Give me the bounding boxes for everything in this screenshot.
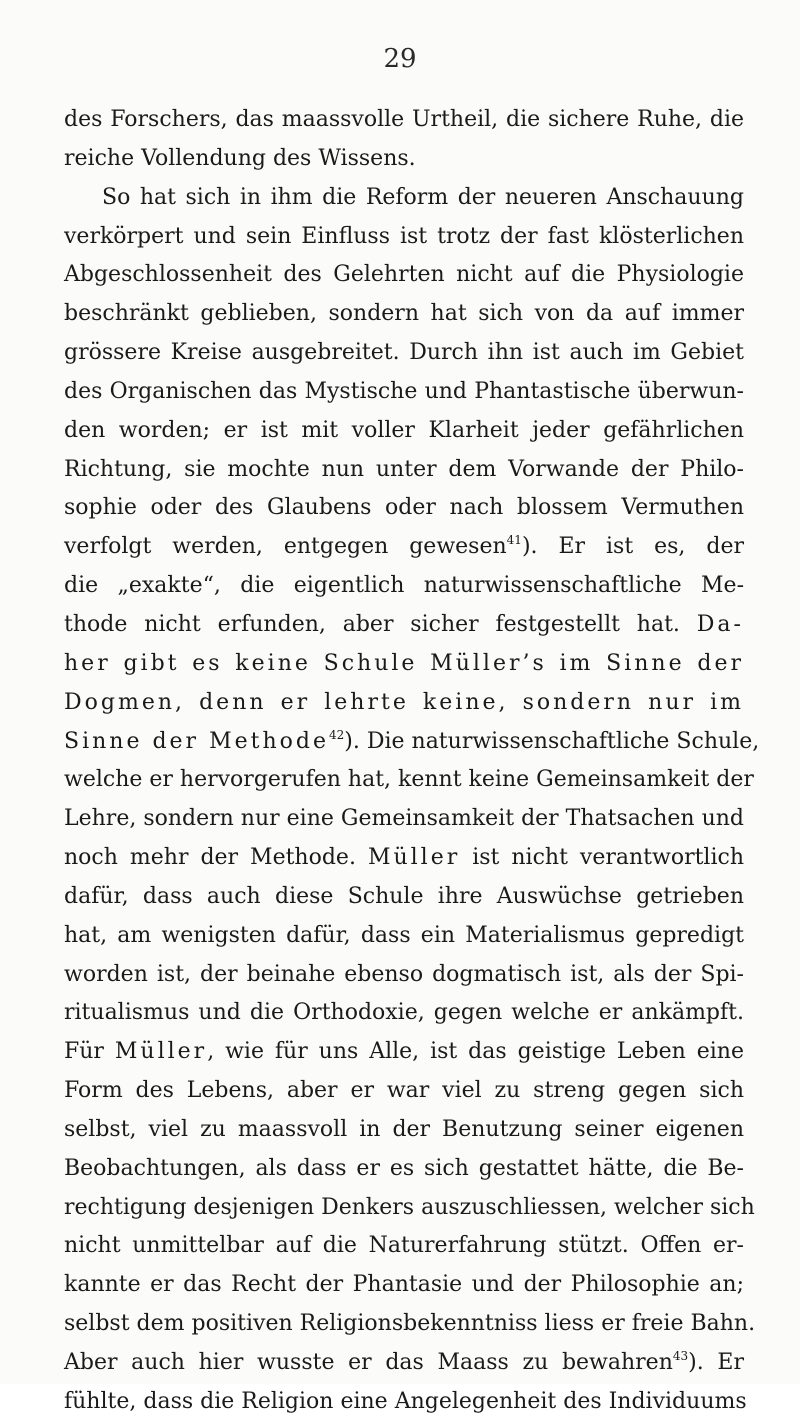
text-line: Form des Lebens, aber er war viel zu streng gegen sich — [64, 1078, 744, 1104]
text-line: den worden; er ist mit voller Klarheit jeder gefährlichen — [64, 417, 744, 443]
body-text — [64, 101, 760, 1422]
page-number: 29 — [383, 44, 417, 74]
text-line: hat, am wenigsten dafür, dass ein Materialismus gepredigt — [64, 922, 744, 948]
text-line: des Forschers, das maassvolle Urtheil, die sichere Ruhe, die — [64, 107, 744, 132]
text-line: Richtung, sie mochte nun unter dem Vorwande der Philo- — [64, 456, 744, 482]
text-line: worden ist, der beinahe ebenso dogmatisch ist, als der Spi- — [64, 961, 744, 987]
text-segment: ). Die naturwissenschaftliche Schule, — [344, 728, 760, 754]
text-line: reiche Vollendung des Wissens. — [64, 145, 416, 171]
text-line: fühlte, dass die Religion eine Angelegenheit des Individuums — [64, 1388, 747, 1414]
emphasized-text: Sinne der Methode — [64, 728, 329, 754]
emphasized-name: Müller — [367, 845, 461, 871]
text-line: die „exakte“, die eigentlich naturwissenschaftliche Me- — [64, 573, 744, 599]
text-line: dafür, dass auch diese Schule ihre Auswüchse getrieben — [64, 883, 744, 909]
text-segment: noch mehr der Methode. — [64, 845, 356, 871]
text-line: So hat sich in ihm die Reform der neueren Anschauung — [102, 184, 744, 210]
text-segment: Aber auch hier wusste er das Maass zu bewahren — [64, 1350, 673, 1375]
text-line: kannte er das Recht der Phantasie und der Philosophie an; — [64, 1272, 744, 1298]
text-line: Lehre, sondern nur eine Gemeinsamkeit der Thatsachen und — [64, 806, 744, 832]
text-segment: , wie für uns Alle, ist das geistige Leben eine — [207, 1039, 744, 1065]
footnote-marker: 41 — [506, 533, 522, 548]
text-segment: Für — [64, 1039, 104, 1065]
text-line: verkörpert und sein Einfluss ist trotz der fast klösterlichen — [64, 223, 744, 249]
text-line: grössere Kreise ausgebreitet. Durch ihn ist auch im Gebiet — [64, 340, 744, 366]
text-line: sophie oder des Glaubens oder nach blossem Vermuthen — [64, 495, 744, 521]
text-segment: thode nicht erfunden, aber sicher festgestellt hat. — [64, 611, 680, 637]
text-line — [64, 606, 744, 645]
text-segment: ist nicht verantwortlich — [472, 845, 744, 871]
text-line — [64, 723, 760, 762]
text-line — [64, 839, 744, 878]
text-segment: verfolgt werden, entgegen gewesen — [64, 534, 507, 560]
text-segment: ). Er ist es, der — [521, 534, 744, 560]
text-line: rechtigung desjenigen Denkers auszuschliessen, welcher sich — [64, 1194, 755, 1220]
text-line — [64, 1033, 744, 1072]
text-line: selbst, viel zu maassvoll in der Benutzung seiner eigenen — [64, 1116, 744, 1142]
emphasized-text-line: Dogmen, denn er lehrte keine, sondern nur im — [64, 689, 744, 715]
text-line: selbst dem positiven Religionsbekenntniss liess er freie Bahn. — [64, 1311, 756, 1337]
text-line: beschränkt geblieben, sondern hat sich von da auf immer — [64, 301, 744, 327]
text-line — [64, 528, 744, 567]
footnote-marker: 42 — [328, 727, 345, 742]
text-line: ritualismus und die Orthodoxie, gegen welche er ankämpft. — [64, 1000, 744, 1026]
text-line — [64, 1344, 744, 1383]
text-line: welche er hervorgerufen hat, kennt keine Gemeinsamkeit der — [64, 767, 754, 793]
text-line: Abgeschlossenheit des Gelehrten nicht auf die Physiologie — [64, 262, 744, 288]
text-line: Beobachtungen, als dass er es sich gestattet hätte, die Be- — [64, 1155, 744, 1181]
emphasized-text-line: her gibt es keine Schule Müller’s im Sinne der — [64, 650, 744, 676]
footnote-marker: 43 — [672, 1349, 689, 1363]
text-line: des Organischen das Mystische und Phantastische überwun- — [64, 378, 744, 404]
text-segment: ). Er — [688, 1350, 744, 1375]
text-line: nicht unmittelbar auf die Naturerfahrung stützt. Offen er- — [64, 1233, 744, 1259]
emphasized-text: Da- — [696, 611, 744, 637]
emphasized-name: Müller — [114, 1039, 208, 1065]
